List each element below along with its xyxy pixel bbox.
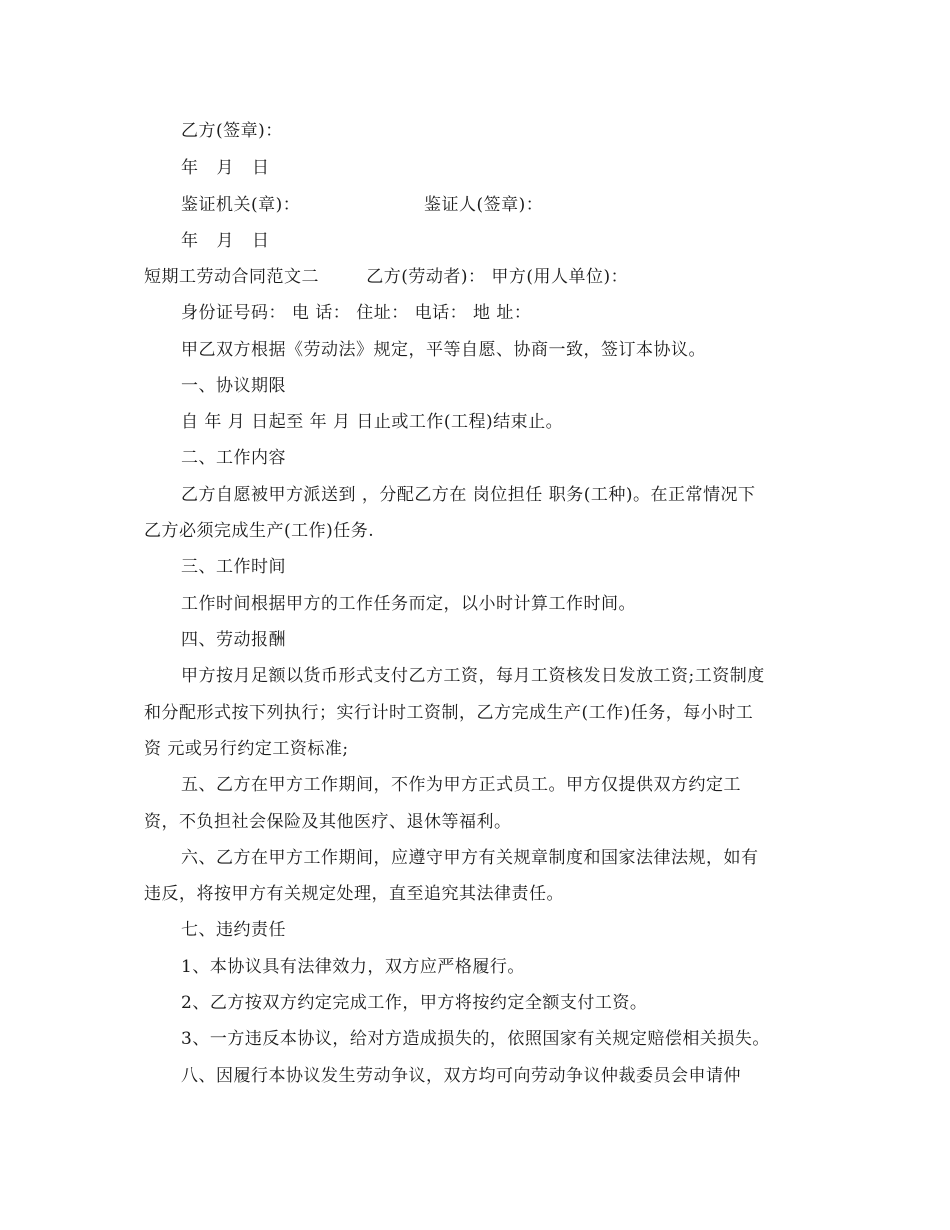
section-2-body-line-1: 乙方自愿被甲方派送到 ，分配乙方在 岗位担任 职务(工种)。在正常情况下	[181, 485, 756, 505]
date-day: 日	[252, 231, 270, 251]
signature-date-2	[181, 230, 288, 252]
section-3-body: 工作时间根据甲方的工作任务而定，以小时计算工作时间。	[181, 594, 636, 614]
verification-org-label: 鉴证机关(章)：	[181, 195, 301, 215]
section-7-item-2: 2、乙方按双方约定完成工作，甲方将按约定全额支付工资。	[181, 993, 648, 1013]
section-7-item-3: 3、一方违反本协议，给对方造成损失的，依照国家有关规定赔偿相关损失。	[181, 1029, 770, 1049]
party-b-signature-label: 乙方(签章)：	[181, 121, 283, 141]
section-5-line-1: 五、乙方在甲方工作期间，不作为甲方正式员工。甲方仅提供双方约定工	[181, 775, 741, 795]
date-month: 月	[216, 158, 234, 178]
section-8-line-1: 八、因履行本协议发生劳动争议，双方均可向劳动争议仲裁委员会申请仲	[181, 1066, 741, 1086]
signature-date-1	[181, 157, 288, 179]
section-4-body-line-2: 和分配形式按下列执行；实行计时工资制，乙方完成生产(工作)任务，每小时工	[144, 703, 754, 723]
section-4-body-line-3: 资 元或另行约定工资标准;	[144, 739, 349, 759]
section-2-title: 二、工作内容	[181, 448, 286, 468]
section-1-body: 自 年 月 日起至 年 月 日止或工作(工程)结束止。	[181, 412, 564, 432]
section-7-title: 七、违约责任	[181, 920, 286, 940]
verifier-label: 鉴证人(签章)：	[424, 195, 544, 215]
section-6-line-1: 六、乙方在甲方工作期间，应遵守甲方有关规章制度和国家法律法规，如有	[181, 848, 759, 868]
date-day: 日	[252, 158, 270, 178]
section-5-line-2: 资，不负担社会保险及其他医疗、退休等福利。	[144, 812, 512, 832]
section-7-item-1: 1、本协议具有法律效力，双方应严格履行。	[181, 957, 525, 977]
id-contact-line: 身份证号码： 电 话： 住址： 电话： 地 址：	[181, 303, 532, 323]
section-4-body-line-1: 甲方按月足额以货币形式支付乙方工资，每月工资核发日发放工资;工资制度	[181, 666, 765, 686]
section-1-title: 一、协议期限	[181, 376, 286, 396]
intro-paragraph: 甲乙双方根据《劳动法》规定，平等自愿、协商一致，签订本协议。	[181, 340, 706, 360]
date-year: 年	[181, 231, 199, 251]
section-2-body-line-2: 乙方必须完成生产(工作)任务.	[144, 521, 375, 541]
section-6-line-2: 违反，将按甲方有关规定处理，直至追究其法律责任。	[144, 884, 564, 904]
section-3-title: 三、工作时间	[181, 557, 286, 577]
contract-heading-line: 短期工劳动合同范文二 乙方(劳动者)： 甲方(用人单位)：	[144, 267, 629, 287]
date-month: 月	[216, 231, 234, 251]
date-year: 年	[181, 158, 199, 178]
section-4-title: 四、劳动报酬	[181, 630, 286, 650]
